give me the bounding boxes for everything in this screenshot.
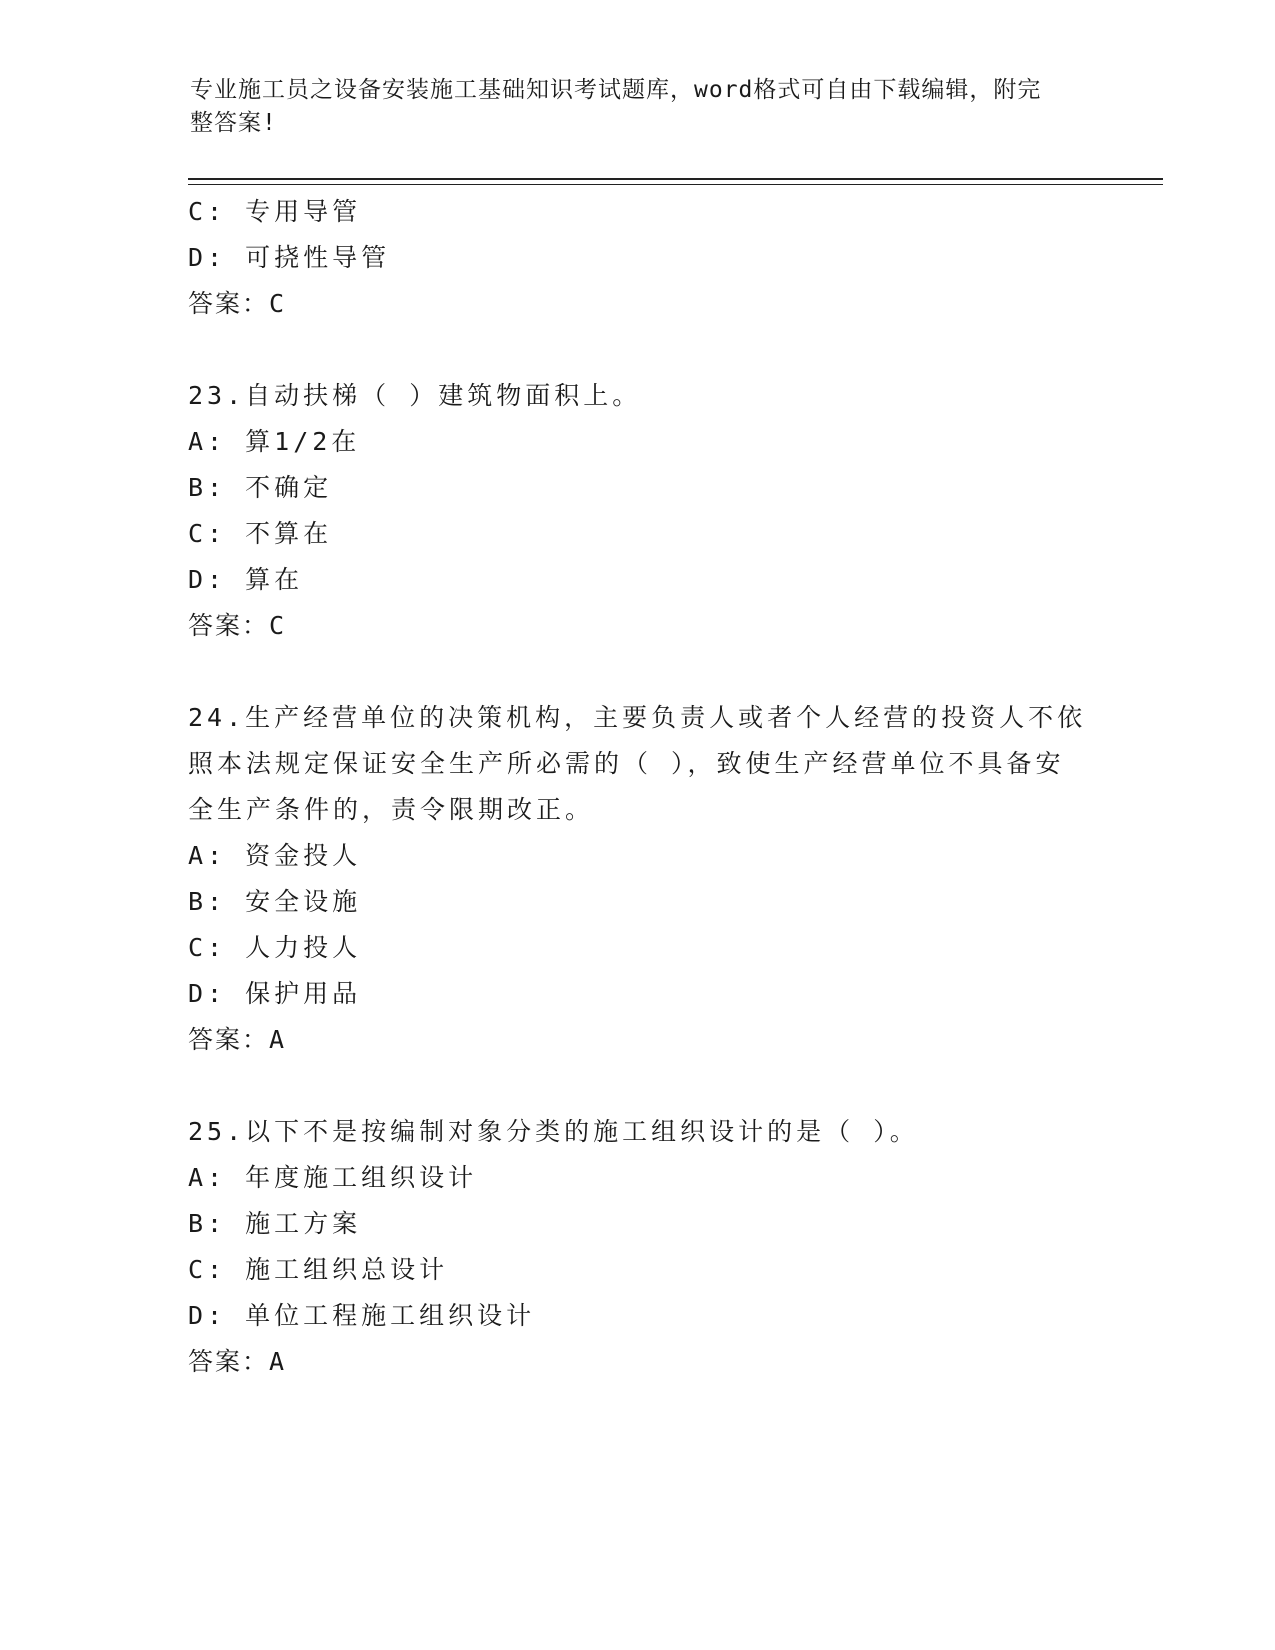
question-stem: 23.自动扶梯（ ）建筑物面积上。 xyxy=(188,381,642,410)
option-c: C: 人力投人 xyxy=(188,933,362,962)
option-d: D: 单位工程施工组织设计 xyxy=(188,1301,536,1330)
question-stem-line-1: 24.生产经营单位的决策机构，主要负责人或者个人经营的投资人不依 xyxy=(188,703,1087,732)
option-a: A: 算1/2在 xyxy=(188,427,361,456)
question-stem-line-3: 全生产条件的，责令限期改正。 xyxy=(188,795,595,824)
option-c: C: 专用导管 xyxy=(188,197,362,226)
page-header xyxy=(190,74,1070,140)
option-c: C: 不算在 xyxy=(188,519,333,548)
option-d: D: 可挠性导管 xyxy=(188,243,391,272)
question-24 xyxy=(188,695,1088,1063)
header-line-1: 专业施工员之设备安装施工基础知识考试题库，word格式可自由下载编辑，附完 xyxy=(190,77,1042,103)
answer: 答案：A xyxy=(188,1347,287,1376)
question-stem-line-2: 照本法规定保证安全生产所必需的（ ），致使生产经营单位不具备安 xyxy=(188,749,1065,778)
spacer xyxy=(188,1063,1088,1109)
option-a: A: 资金投人 xyxy=(188,841,362,870)
option-d: D: 保护用品 xyxy=(188,979,362,1008)
header-line-2: 整答案! xyxy=(190,110,277,136)
question-25 xyxy=(188,1109,1088,1385)
option-a: A: 年度施工组织设计 xyxy=(188,1163,478,1192)
option-b: B: 安全设施 xyxy=(188,887,362,916)
option-b: B: 不确定 xyxy=(188,473,333,502)
spacer xyxy=(188,649,1088,695)
question-22-tail xyxy=(188,189,1088,327)
question-23 xyxy=(188,373,1088,649)
option-b: B: 施工方案 xyxy=(188,1209,362,1238)
header-divider-thick xyxy=(188,178,1163,180)
option-d: D: 算在 xyxy=(188,565,304,594)
answer: 答案：C xyxy=(188,611,287,640)
question-list xyxy=(188,189,1088,1385)
option-c: C: 施工组织总设计 xyxy=(188,1255,449,1284)
spacer xyxy=(188,327,1088,373)
answer: 答案：C xyxy=(188,289,287,318)
header-divider-thin xyxy=(188,184,1163,185)
question-stem: 25.以下不是按编制对象分类的施工组织设计的是（ ）。 xyxy=(188,1117,919,1146)
answer: 答案：A xyxy=(188,1025,287,1054)
